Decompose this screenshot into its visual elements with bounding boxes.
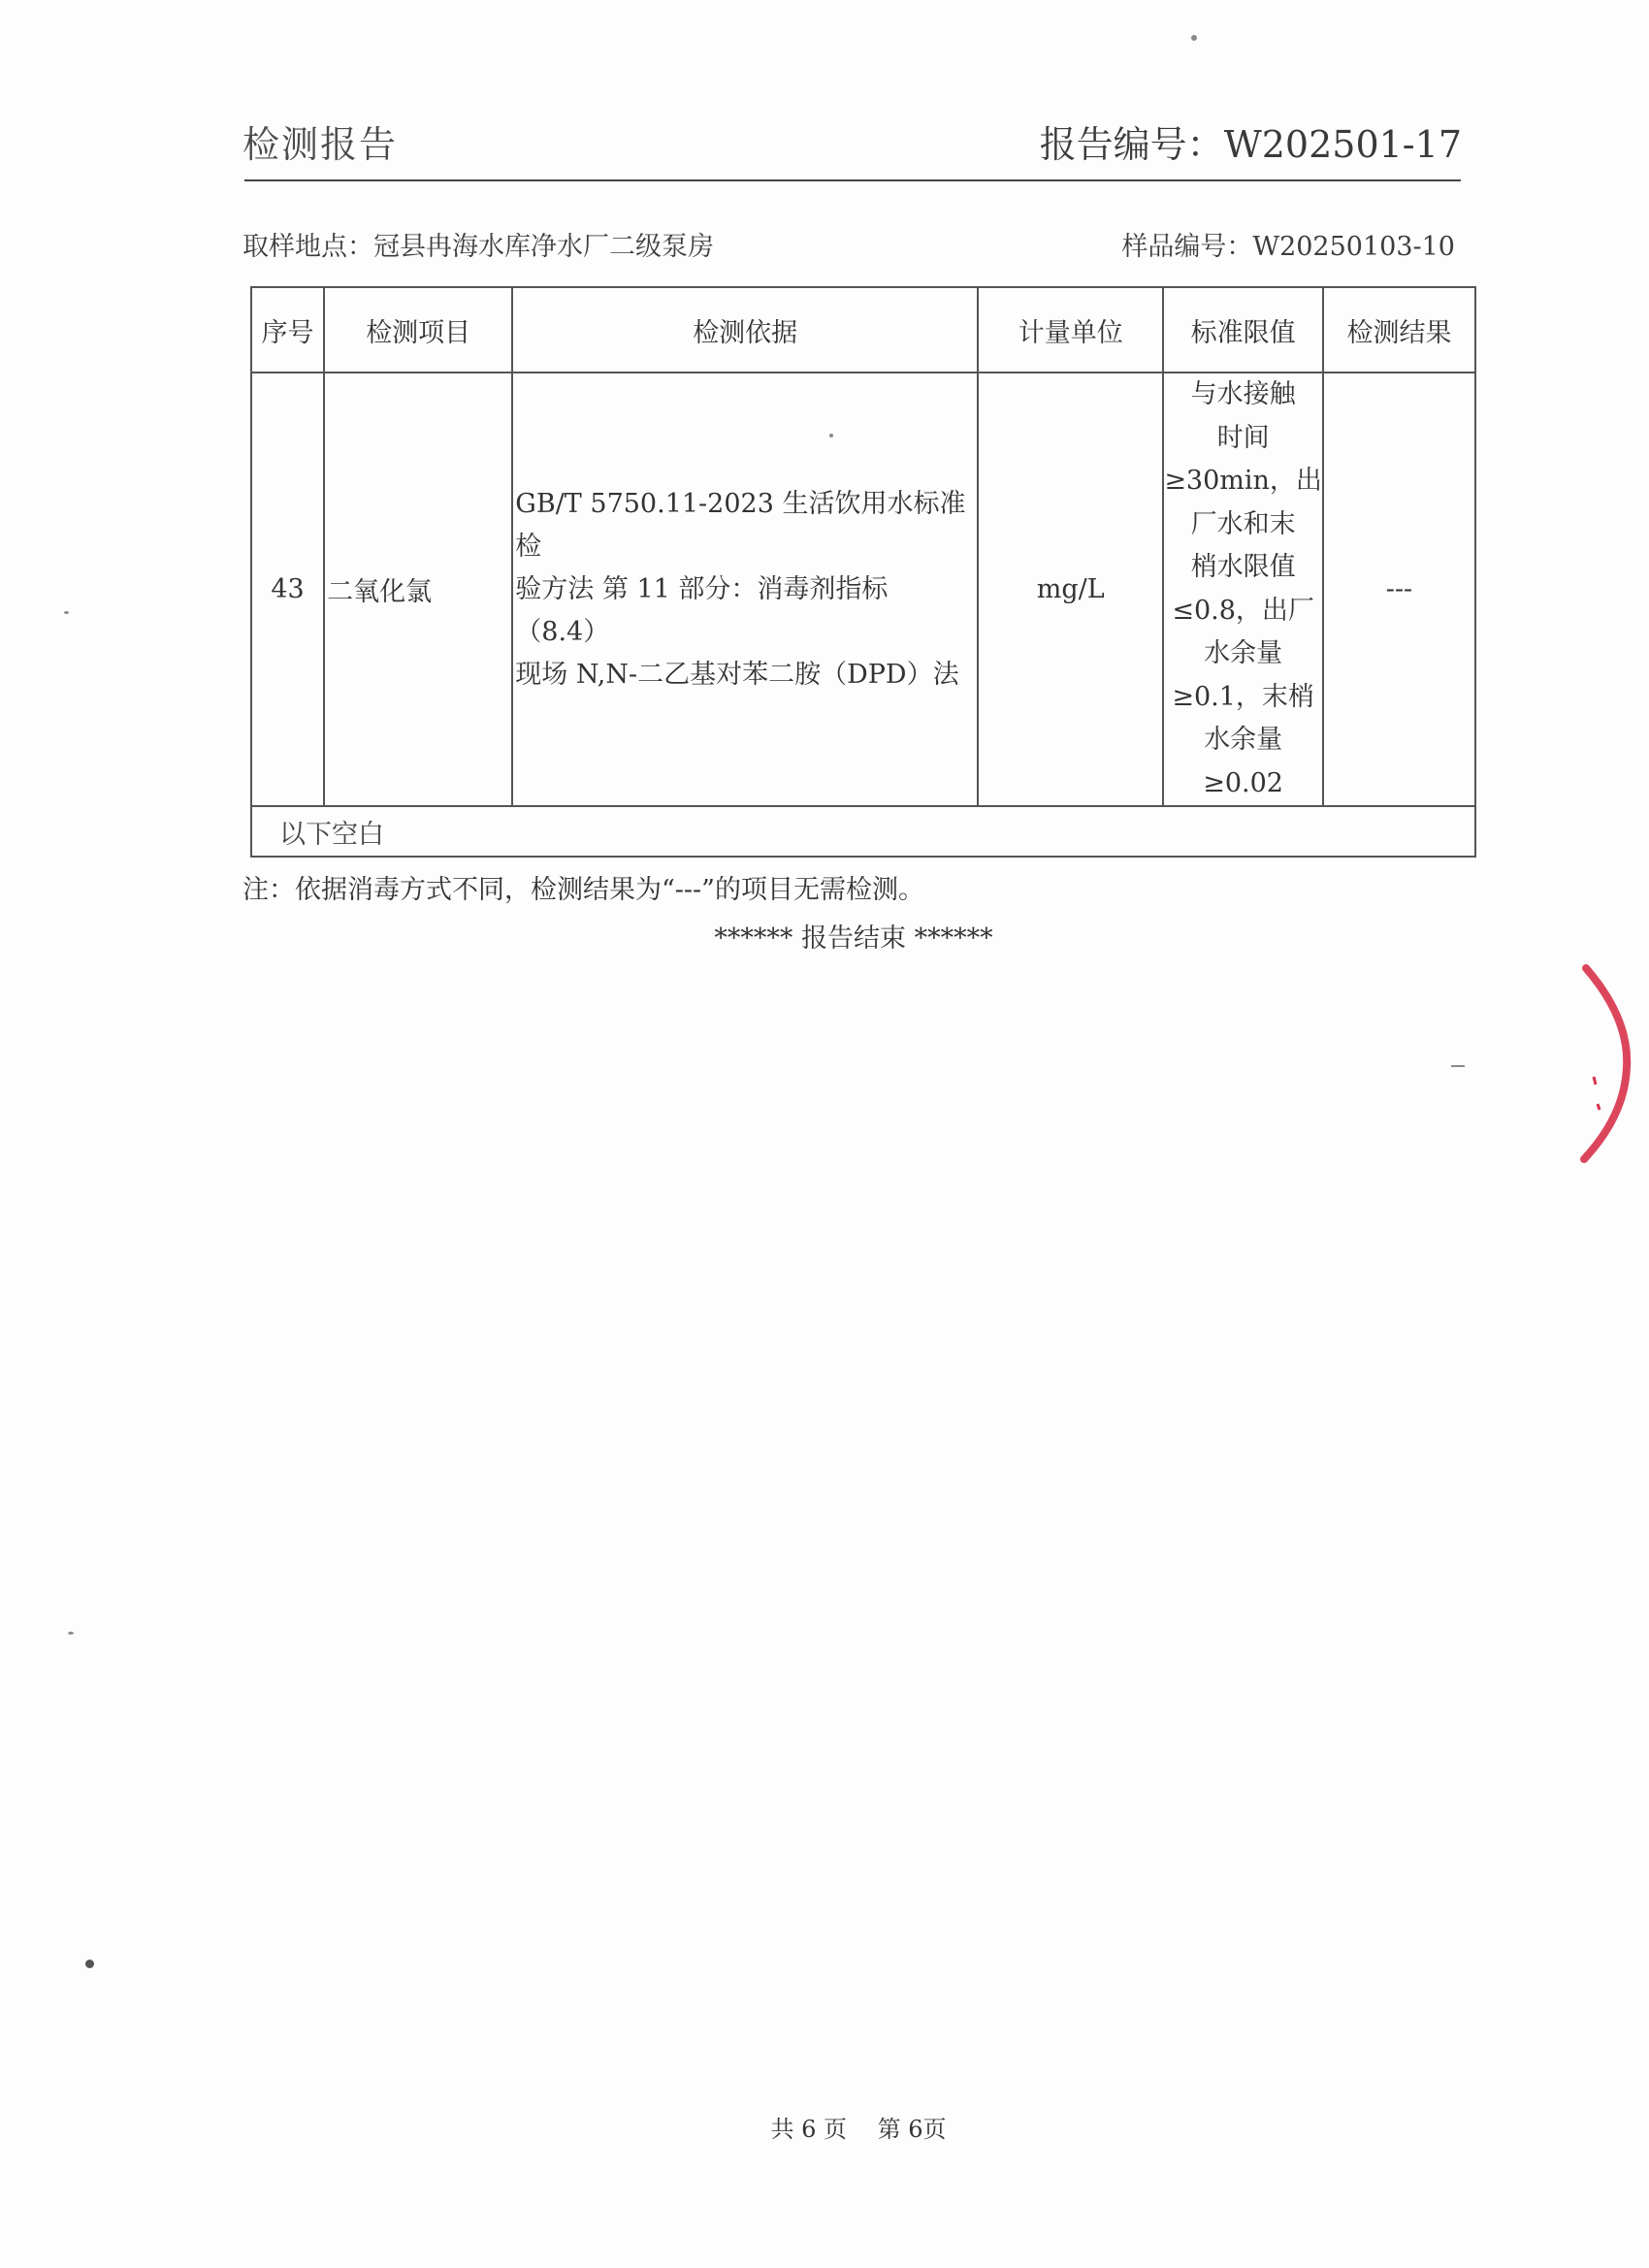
table-header-row bbox=[251, 287, 1475, 373]
scan-speck bbox=[829, 434, 833, 437]
limit-line: 与水接触 bbox=[1190, 379, 1296, 409]
sampling-location-value: 冠县冉海水库净水厂二级泵房 bbox=[373, 232, 714, 262]
limit-line: ≥30min，出 bbox=[1164, 466, 1322, 496]
report-title: 检测报告 bbox=[242, 123, 399, 166]
sample-number-value: W20250103-10 bbox=[1252, 232, 1455, 262]
report-number-label: 报告编号： bbox=[1039, 123, 1224, 166]
report-number-value: W202501-17 bbox=[1223, 123, 1462, 166]
results-table bbox=[250, 286, 1476, 858]
report-end-mark: ****** 报告结束 ****** bbox=[714, 923, 993, 954]
table-row bbox=[251, 373, 1475, 806]
sample-number bbox=[1121, 225, 1455, 263]
limit-line: ≤0.8，出厂 bbox=[1172, 595, 1314, 626]
header-rule bbox=[244, 179, 1461, 181]
limit-line: ≥0.1，末梢 bbox=[1172, 681, 1314, 712]
seal-stamp-icon bbox=[1576, 960, 1649, 1169]
cell-unit: mg/L bbox=[978, 373, 1163, 806]
col-header-basis: 检测依据 bbox=[512, 287, 978, 373]
col-header-no: 序号 bbox=[251, 287, 324, 373]
limit-line: ≥0.02 bbox=[1203, 767, 1283, 798]
report-number bbox=[1040, 114, 1462, 168]
sampling-location-label: 取样地点： bbox=[242, 232, 373, 262]
cell-result: --- bbox=[1323, 373, 1475, 806]
col-header-limit: 标准限值 bbox=[1163, 287, 1323, 373]
scan-speck bbox=[64, 611, 69, 614]
limit-line: 时间 bbox=[1216, 422, 1270, 453]
page-total: 共 6 页 bbox=[770, 2116, 847, 2143]
page-current: 第 6页 bbox=[877, 2116, 947, 2143]
page-footer bbox=[0, 2110, 1649, 2144]
scan-speck bbox=[1191, 35, 1197, 41]
basis-line: 验方法 第 11 部分：消毒剂指标 （8.4） bbox=[515, 573, 889, 647]
col-header-item: 检测项目 bbox=[324, 287, 512, 373]
sample-number-label: 样品编号： bbox=[1121, 232, 1253, 262]
footnote: 注：依据消毒方式不同，检测结果为“---”的项目无需检测。 bbox=[242, 875, 924, 905]
limit-line: 水余量 bbox=[1204, 725, 1283, 755]
cell-limit bbox=[1163, 373, 1323, 806]
limit-line: 梢水限值 bbox=[1190, 552, 1296, 582]
scan-speck bbox=[68, 1632, 74, 1635]
blank-note: 以下空白 bbox=[251, 806, 1475, 857]
scan-speck bbox=[85, 1960, 94, 1968]
limit-line: 厂水和末 bbox=[1190, 508, 1296, 539]
cell-no: 43 bbox=[251, 373, 324, 806]
col-header-unit: 计量单位 bbox=[978, 287, 1163, 373]
seal-stamp-edge bbox=[1576, 960, 1649, 1169]
limit-line: 水余量 bbox=[1204, 638, 1283, 668]
col-header-result: 检测结果 bbox=[1323, 287, 1475, 373]
basis-line: 现场 N,N-二乙基对苯二胺（DPD）法 bbox=[515, 659, 959, 690]
scan-speck bbox=[1451, 1065, 1465, 1067]
blank-row bbox=[251, 806, 1475, 857]
cell-item: 二氧化氯 bbox=[324, 373, 512, 806]
cell-basis bbox=[512, 373, 978, 806]
basis-line: GB/T 5750.11-2023 生活饮用水标准检 bbox=[515, 488, 966, 562]
sampling-location bbox=[242, 225, 714, 263]
